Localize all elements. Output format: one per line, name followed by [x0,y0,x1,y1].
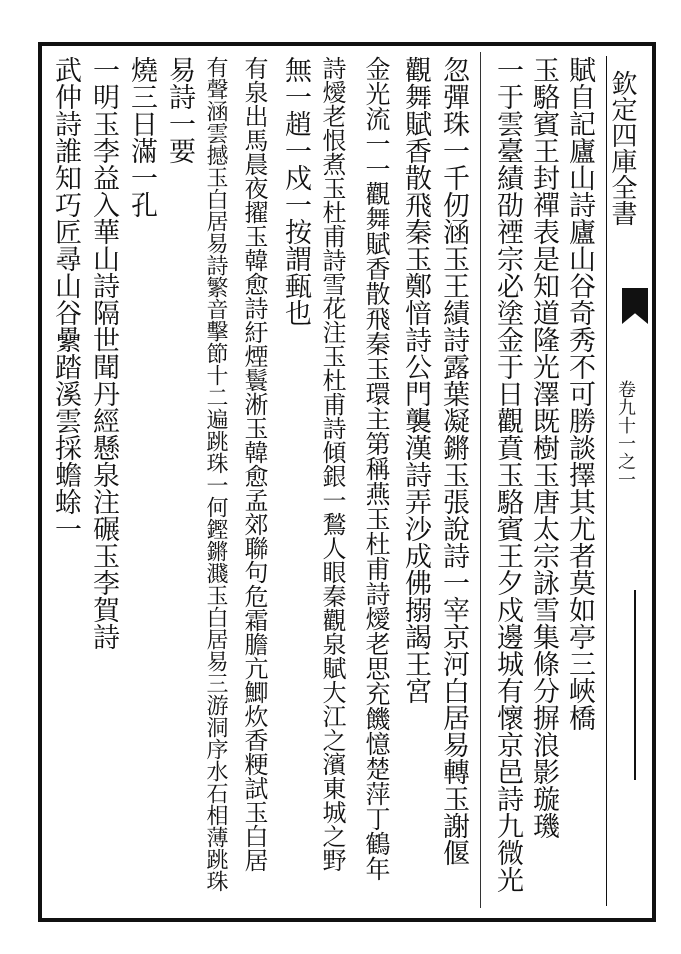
text-column-12: 燒三日滿一孔 [126,56,157,218]
text-column-2: 玉駱賓王封禪表是知道隆光澤既樹玉唐太宗詠雪集條分摒浪影璇璣 [528,56,559,839]
column-divider [480,52,481,908]
text-column-7: 詩燰老恨煮玉杜甫詩雪花注玉杜甫詩傾銀一鶖人眼秦觀泉賦大江之濱東城之野 [318,56,346,872]
text-column-10: 有聲涵雲撼玉白居易詩繁音擊節十二遍跳珠一何鏗鏘濺玉白居易三游洞序水石相薄跳珠 [203,56,228,892]
book-title: 欽定四庫全書 [607,70,637,226]
text-column-4: 忽彈珠一千仞涵玉王績詩露葉凝鏘玉張說詩一宰京河白居易轉玉謝偃 [438,56,469,866]
text-column-1: 賦自記廬山詩廬山谷奇秀不可勝談擇其尤者莫如亭三峽橋 [564,56,595,731]
text-column-14: 武仲詩誰知巧匠尋山谷纍踏溪雲採蟾蜍一 [50,56,81,542]
text-column-5: 觀舞賦香散飛秦玉鄭愔詩公門襲漢詩弄沙成佛搦謁王宮 [400,56,431,704]
volume-label: 卷九十一之一 [615,380,636,488]
text-column-11: 易詩一要 [164,56,195,164]
text-column-8: 無一趙一戍一按謂甀也 [280,56,311,326]
text-column-13: 一明玉李益入華山詩隔世聞丹經懸泉注碾玉李賀詩 [88,56,119,650]
text-column-3: 一于雲臺績劭禋宗必塗金于日觀賁玉駱賓王夕戍邊城有懷京邑詩九微光 [492,56,523,893]
margin-rule [634,590,636,780]
text-column-6: 金光流一一觀舞賦香散飛秦玉環主第稱燕玉杜甫詩燰老思充饑憶楚萍丁鶴年 [362,56,391,881]
text-column-9: 有泉出馬晨夜擢玉韓愈詩紆煙鬟淅玉韓愈孟郊聯句危霜膽亢鯽炊香粳試玉白居 [240,56,268,872]
